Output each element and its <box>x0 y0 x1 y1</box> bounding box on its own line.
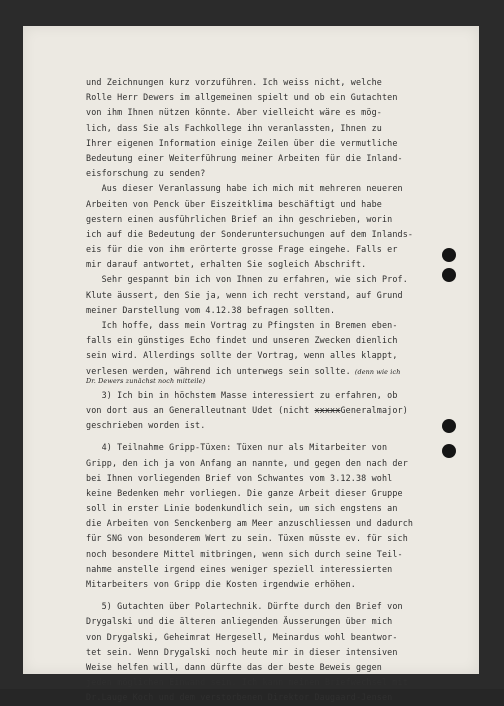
paragraph-block-1 <box>86 75 458 364</box>
text-line: Gripp, den ich ja von Anfang an nannte, und gegen den nach der <box>86 457 408 468</box>
text-line: ich auf die Bedeutung der Sonderuntersuchungen auf dem Inlands- <box>86 228 414 239</box>
text-line: Drygalski und die älteren anliegenden Äusserungen über mich <box>86 616 393 627</box>
text-line: Klute äussert, den Sie ja, wenn ich recht verstand, auf Grund <box>86 289 403 300</box>
text-line: falls ein günstiges Echo findet und unseren Zwecken dienlich <box>86 335 398 346</box>
text-line: bei Ihnen vorliegenden Brief von Schwantes vom 3.12.38 wohl <box>86 472 393 483</box>
text-line: lich, dass Sie als Fachkollege ihn veranlassten, Ihnen zu <box>86 122 382 133</box>
text-line: gestern einen ausführlichen Brief an ihn geschrieben, worin <box>86 213 393 224</box>
text-line: 4) Teilnahme Gripp-Tüxen: Tüxen nur als Mitarbeiter von <box>86 442 388 453</box>
text-line: 5) Gutachten über Polartechnik. Dürfte durch den Brief von <box>86 601 403 612</box>
text-line: die Arbeiten von Senckenberg am Meer anzuschliessen und dadurch <box>86 518 414 529</box>
text-line: keine Bedenken mehr vorliegen. Die ganze Arbeit dieser Gruppe <box>86 487 403 498</box>
text-line: Ihrer eigenen Information einige Zeilen über die vermutliche <box>86 137 398 148</box>
text-line: Aus dieser Veranlassung habe ich mich mit mehreren neueren <box>86 183 403 194</box>
struck-out-text: xxxxx <box>314 404 341 415</box>
text-line: mir darauf antwortet, erhalten Sie sogleich Abschrift. <box>86 259 367 270</box>
text-line: Ich hoffe, dass mein Vortrag zu Pfingsten in Bremen eben- <box>86 320 398 330</box>
letter-body <box>86 75 458 706</box>
text-line: von ihm Ihnen nützen könnte. Aber vielleicht wäre es mög- <box>86 107 382 118</box>
text-line: jeden möglichen Einwand sein. Ich kann meinen Briefwechsel mit <box>86 677 408 688</box>
text-line: eisforschung zu senden? <box>86 168 206 179</box>
text-line: geschrieben worden ist. <box>86 420 206 431</box>
udet-text: von dort aus an Generalleutnant Udet (nicht <box>86 404 315 415</box>
text-line: meiner Darstellung vom 4.12.38 befragen sollten. <box>86 304 336 315</box>
text-line: tet sein. Wenn Drygalski noch heute mir in dieser intensiven <box>86 646 398 657</box>
text-line: und Zeichnungen kurz vorzuführen. Ich weiss nicht, welche <box>86 77 382 87</box>
text-line: Sehr gespannt bin ich von Ihnen zu erfahren, wie sich Prof. <box>86 274 408 285</box>
text-line: sein wird. Allerdings sollte der Vortrag, wenn alles klappt, <box>86 350 398 361</box>
text-line: eis für die von ihm erörterte grosse Frage eingehe. Falls er <box>86 244 398 255</box>
text-line: von Drygalski, Geheimrat Hergesell, Meinardus wohl beantwor- <box>86 631 398 642</box>
udet-tail: Generalmajor) <box>340 404 408 415</box>
paragraph-item-4 <box>86 440 458 592</box>
text-line <box>86 403 458 418</box>
text-line: Bedeutung einer Weiterführung meiner Arbeiten für die Inland- <box>86 152 403 163</box>
text-line: nahme anstelle irgend eines weniger speziell interessierten <box>86 563 393 574</box>
text-line: Arbeiten von Penck über Eiszeitklima beschäftigt und habe <box>86 198 382 209</box>
text-line: 3) Ich bin in höchstem Masse interessiert zu erfahren, ob <box>86 389 398 400</box>
handwritten-note: (denn wie ich <box>354 367 401 376</box>
text-line: Mitarbeiters von Gripp die Kosten irgendwie erhöhen. <box>86 579 356 589</box>
text-line: Rolle Herr Dewers im allgemeinen spielt und ob ein Gutachten <box>86 92 398 103</box>
text-line: Dr.Lauge Koch und dem verstorbenen Direktor Daugaard-Jensen <box>86 692 393 703</box>
text-line: soll in erster Linie bodenkundlich sein, um sich engstens an <box>86 503 398 514</box>
text-line: noch besondere Mittel mitbringen, wenn sich durch seine Teil- <box>86 548 403 559</box>
text-line: für SNG von besonderem Wert zu sein. Tüxen müsste ev. für sich <box>86 533 408 544</box>
text-line: Weise helfen will, dann dürfte das der beste Beweis gegen <box>86 661 382 672</box>
verlesen-text: verlesen werden, während ich unterwegs sein sollte. <box>86 365 351 376</box>
handwritten-note-continuation: Dr. Dewers zunächst noch mitteile) <box>86 376 206 385</box>
paragraph-item-5 <box>86 599 458 705</box>
